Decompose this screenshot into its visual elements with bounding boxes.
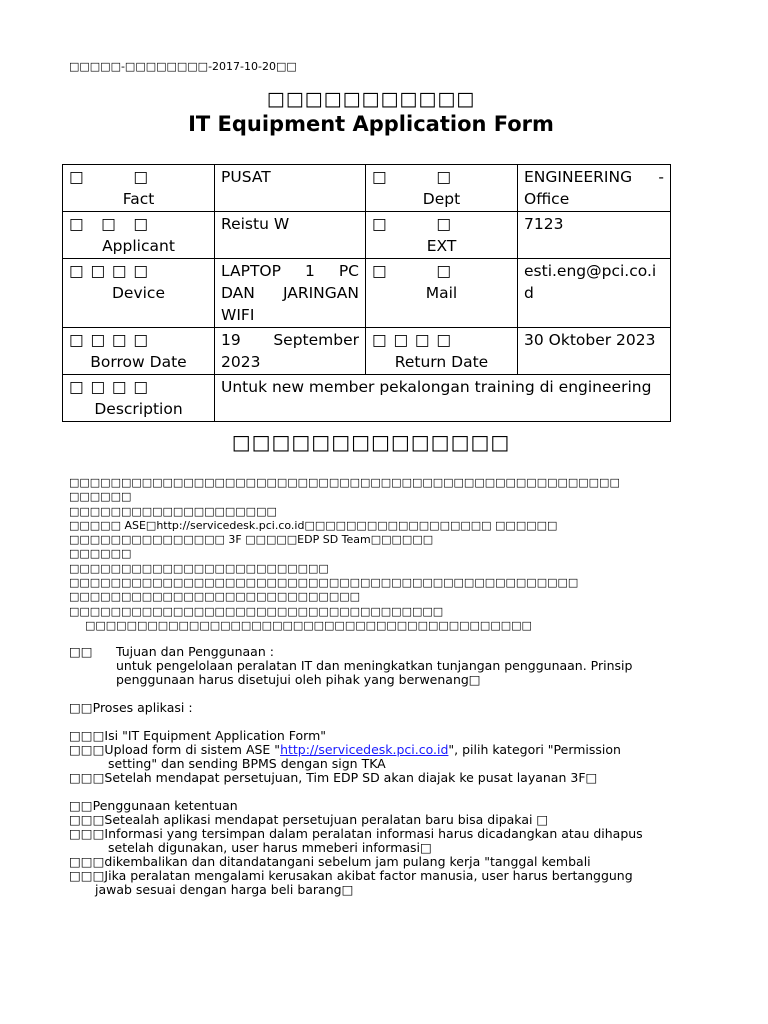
process-item-text: □□□Upload form di sistem ASE " xyxy=(69,742,281,757)
rule-line: □□□□□□□□□□□□□□□ 3F □□□□□EDP SD Team□□□□□□ xyxy=(69,533,434,547)
terms-item: □□□Informasi yang tersimpan dalam peralatan informasi harus dicadangkan atau dihapus xyxy=(69,826,643,841)
rule-line: □□□□□□□□□□□□□□□□□□□□□□□□□□□□ xyxy=(69,590,361,604)
dept-label-cn: □□ xyxy=(372,168,453,186)
section-process-heading: □□Proses aplikasi : xyxy=(69,700,193,715)
form-title-chinese: □□□□□□□□□□□ xyxy=(266,88,476,110)
spacer xyxy=(69,785,689,799)
terms-item-cont: setelah digunakan, user harus mmeberi informasi□ xyxy=(108,840,432,855)
fact-label-cn: □□ xyxy=(69,168,150,186)
borrow-date-value: 19 September 2023 xyxy=(221,331,359,371)
section-purpose-title: Tujuan dan Penggunaan : xyxy=(116,644,274,659)
ext-label-cn: □□ xyxy=(372,215,453,233)
section-terms-heading: □□Penggunaan ketentuan xyxy=(69,798,238,813)
form-row-applicant-ext xyxy=(63,212,671,259)
applicant-label-cell xyxy=(63,212,215,259)
description-label-cn: □□□□ xyxy=(69,378,150,396)
borrow-date-label-cn: □□□□ xyxy=(69,331,150,349)
ext-value-cell[interactable] xyxy=(518,212,671,259)
device-label-cn: □□□□ xyxy=(69,262,150,280)
terms-item-cont: jawab sesuai dengan harga beli barang□ xyxy=(95,882,354,897)
applicant-label-cn: □□□ xyxy=(69,215,150,233)
terms-item: □□□dikembalikan dan ditandatangani sebelum jam pulang kerja "tanggal kembali xyxy=(69,854,591,869)
rule-line: □□□□□□ xyxy=(69,490,132,504)
process-item: □□□Isi "IT Equipment Application Form" xyxy=(69,728,327,743)
rule-line: □□□□□□□□□□□□□□□□□□□□□□□□□□□□□□□□□□□□□□□□□□□□□□□□□ xyxy=(69,576,579,590)
fact-value-cell[interactable] xyxy=(215,165,366,212)
rule-line: □□□□□□□□□□□□□□□□□□□□□□□□□□□□□□□□□□□□ xyxy=(69,604,444,618)
applicant-value-cell[interactable] xyxy=(215,212,366,259)
mail-label: Mail xyxy=(425,284,458,302)
process-item: □□□Setelah mendapat persetujuan, Tim EDP SD akan diajak ke pusat layanan 3F□ xyxy=(69,770,598,785)
device-label: Device xyxy=(111,284,165,302)
mail-value-cell[interactable] xyxy=(518,259,671,328)
ext-value: 7123 xyxy=(524,215,564,233)
fact-label: Fact xyxy=(122,190,155,208)
return-date-value: 30 Oktober 2023 xyxy=(524,331,656,349)
fact-label-cell xyxy=(63,165,215,212)
ext-label-cell xyxy=(366,212,518,259)
rule-line: □□□□□□ xyxy=(69,547,132,561)
dept-value: ENGINEERING - Office xyxy=(524,168,664,208)
form-row-fact-dept xyxy=(63,165,671,212)
rule-line: □□□□□□□□□□□□□□□□□□□□□□□□□ xyxy=(69,561,329,575)
applicant-value: Reistu W xyxy=(221,215,290,233)
description-value: Untuk new member pekalongan training di engineering xyxy=(221,378,652,396)
spacer xyxy=(69,687,689,701)
dept-value-cell[interactable] xyxy=(518,165,671,212)
dept-label-cell xyxy=(366,165,518,212)
process-item-cont: setting" dan sending BPMS dengan sign TKA xyxy=(108,756,386,771)
description-label: Description xyxy=(94,400,183,418)
description-value-cell[interactable] xyxy=(215,375,671,422)
device-value: LAPTOP 1 PC DAN JARINGAN WIFI xyxy=(221,262,359,324)
form-row-dates xyxy=(63,328,671,375)
servicedesk-link[interactable]: http://servicedesk.pci.co.id xyxy=(280,742,449,757)
return-date-value-cell[interactable] xyxy=(518,328,671,375)
rule-line: □□□□□□□□□□□□□□□□□□□□□□□□□□□□□□□□□□□□□□□□□□□□□□□□□□□□□ xyxy=(69,476,620,489)
document-number: □□□□□-□□□□□□□□-2017-10-20□□ xyxy=(69,60,297,73)
fact-value: PUSAT xyxy=(221,168,271,186)
form-title: IT Equipment Application Form xyxy=(188,112,554,136)
borrow-date-value-cell[interactable] xyxy=(215,328,366,375)
terms-item: □□□Jika peralatan mengalami kerusakan akibat factor manusia, user harus bertanggung xyxy=(69,868,633,883)
mail-label-cn: □□ xyxy=(372,262,453,280)
rules-chinese xyxy=(69,476,689,633)
mail-value: esti.eng@pci.co.id xyxy=(524,262,657,302)
return-date-label-cn: □□□□ xyxy=(372,331,453,349)
dept-label: Dept xyxy=(422,190,461,208)
description-label-cell xyxy=(63,375,215,422)
rules-indonesian xyxy=(69,645,689,897)
spacer xyxy=(69,715,689,729)
process-item xyxy=(69,743,689,757)
mail-label-cell xyxy=(366,259,518,328)
rule-line: □□□□□□□□□□□□□□□□□□□□□□□□□□□□□□□□□□□□□□□□□□□ xyxy=(85,618,532,632)
ext-label: EXT xyxy=(426,237,457,255)
section-purpose-body: penggunaan harus disetujui oleh pihak yang berwenang□ xyxy=(116,672,481,687)
rule-line: □□□□□□□□□□□□□□□□□□□□ xyxy=(69,504,277,518)
section-purpose-body: untuk pengelolaan peralatan IT dan meningkatkan tunjangan penggunaan. Prinsip xyxy=(116,658,633,673)
form-row-description xyxy=(63,375,671,422)
borrow-date-label: Borrow Date xyxy=(90,353,187,371)
return-date-label-cell xyxy=(366,328,518,375)
section-purpose-heading xyxy=(69,645,689,659)
section-number: □□ xyxy=(69,644,93,659)
rule-line: □□□□□ ASE□http://servicedesk.pci.co.id□□□□□□□□□□□□□□□□□□ □□□□□□ xyxy=(69,518,558,532)
return-date-label: Return Date xyxy=(394,353,489,371)
device-label-cell xyxy=(63,259,215,328)
terms-item: □□□Setealah aplikasi mendapat persetujuan peralatan baru bisa dipakai □ xyxy=(69,812,549,827)
device-value-cell[interactable] xyxy=(215,259,366,328)
process-item-text: ", pilih kategori "Permission xyxy=(448,742,621,757)
borrow-date-label-cell xyxy=(63,328,215,375)
form-row-device-mail xyxy=(63,259,671,328)
applicant-label: Applicant xyxy=(102,237,175,255)
rules-title-chinese: □□□□□□□□□□□□□□ xyxy=(231,430,511,454)
application-form-table xyxy=(62,164,671,422)
